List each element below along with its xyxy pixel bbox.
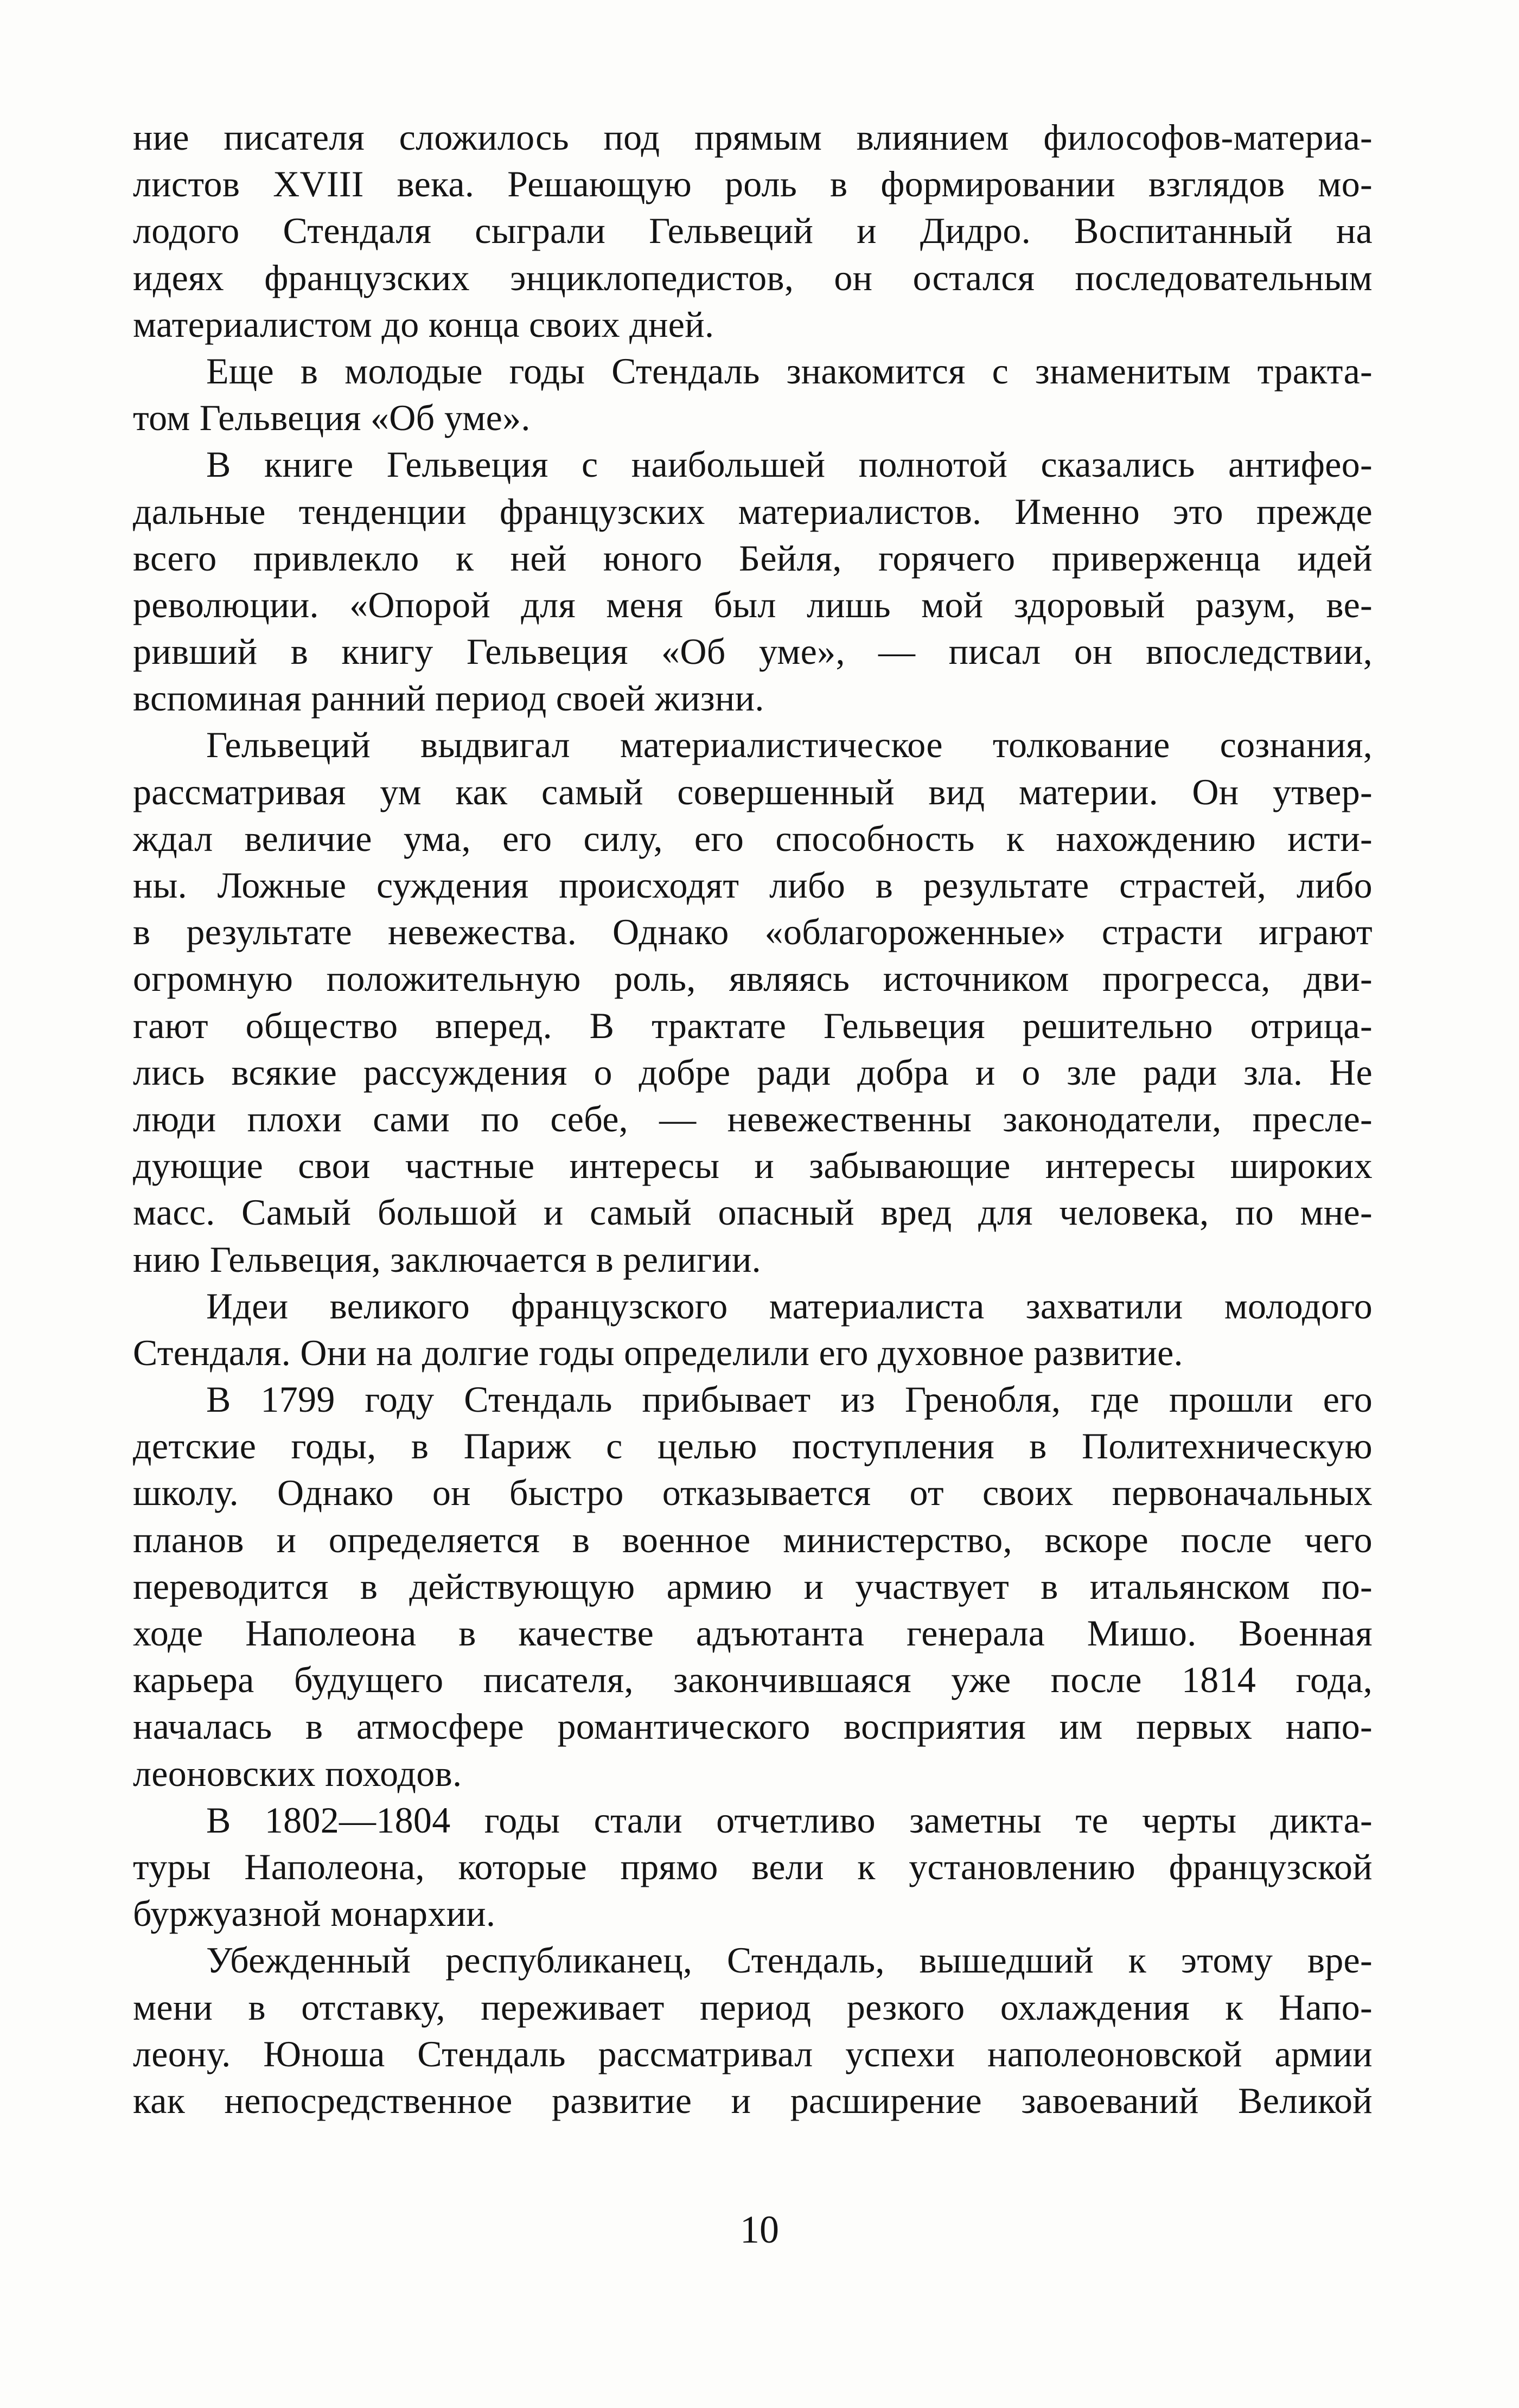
text-line: дальные тенденции французских материалистов. Именно это прежде (133, 490, 1373, 532)
text-line: В книге Гельвеция с наибольшей полнотой сказались антифео- (206, 444, 1373, 485)
text-line: листов XVIII века. Решающую роль в формировании взглядов мо- (133, 163, 1373, 205)
text-line: мени в отставку, переживает период резкого охлаждения к Напо- (133, 1986, 1373, 2028)
text-line: люди плохи сами по себе, — невежественны законодатели, пресле- (133, 1098, 1373, 1139)
text-line: масс. Самый большой и самый опасный вред для человека, по мне- (133, 1192, 1373, 1233)
text-line: В 1802—1804 годы стали отчетливо заметны те черты дикта- (206, 1799, 1373, 1841)
text-line: Стендаля. Они на долгие годы определили его духовное развитие. (133, 1331, 1183, 1373)
text-line: ривший в книгу Гельвеция «Об уме», — писал он впоследствии, (133, 631, 1373, 673)
text-line: Еще в молодые годы Стендаль знакомится с знаменитым тракта- (206, 350, 1373, 392)
body-text (133, 114, 1373, 2124)
text-line: ждал величие ума, его силу, его способность к нахождению исти- (133, 817, 1373, 859)
text-line: лодого Стендаля сыграли Гельвеций и Дидро. Воспитанный на (133, 210, 1373, 252)
text-line: революции. «Опорой для меня был лишь мой здоровый разум, ве- (133, 584, 1373, 625)
text-line: в результате невежества. Однако «облагороженные» страсти играют (133, 911, 1373, 953)
text-line: детские годы, в Париж с целью поступления в Политехническую (133, 1425, 1373, 1467)
text-line: как непосредственное развитие и расширение завоеваний Великой (133, 2079, 1373, 2121)
text-line: идеях французских энциклопедистов, он остался последовательным (133, 257, 1373, 298)
text-line: леону. Юноша Стендаль рассматривал успехи наполеоновской армии (133, 2033, 1373, 2074)
text-line: карьера будущего писателя, закончившаяся уже после 1814 года, (133, 1659, 1373, 1701)
text-line: ние писателя сложилось под прямым влиянием философов-материа- (133, 117, 1373, 158)
text-line: огромную положительную роль, являясь источником прогресса, дви- (133, 958, 1373, 1000)
text-line: нию Гельвеция, заключается в религии. (133, 1238, 761, 1280)
text-line: Идеи великого французского материалиста захватили молодого (206, 1285, 1373, 1327)
text-line: планов и определяется в военное министерство, вскоре после чего (133, 1519, 1373, 1560)
text-line: переводится в действующую армию и участвует в итальянском по- (133, 1565, 1373, 1607)
text-line: В 1799 году Стендаль прибывает из Гренобля, где прошли его (206, 1379, 1373, 1420)
text-line: началась в атмосфере романтического восприятия им первых напо- (133, 1706, 1373, 1747)
page-number: 10 (740, 2208, 779, 2251)
text-line: гают общество вперед. В трактате Гельвеция решительно отрица- (133, 1004, 1373, 1046)
text-line: вспоминая ранний период своей жизни. (133, 677, 764, 719)
text-line: школу. Однако он быстро отказывается от своих первоначальных (133, 1472, 1373, 1514)
text-line: дующие свои частные интересы и забывающие интересы широких (133, 1145, 1373, 1187)
text-line: том Гельвеция «Об уме». (133, 397, 531, 439)
text-line: материалистом до конца своих дней. (133, 303, 714, 345)
text-line: рассматривая ум как самый совершенный вид материи. Он утвер- (133, 771, 1373, 812)
text-line: всего привлекло к ней юного Бейля, горячего приверженца идей (133, 537, 1373, 579)
text-line: ходе Наполеона в качестве адъютанта генерала Мишо. Военная (133, 1612, 1373, 1654)
text-line: туры Наполеона, которые прямо вели к установлению французской (133, 1846, 1373, 1887)
text-line: лись всякие рассуждения о добре ради добра и о зле ради зла. Не (133, 1051, 1373, 1093)
text-line: Убежденный республиканец, Стендаль, вышедший к этому вре- (206, 1939, 1373, 1981)
text-line: буржуазной монархии. (133, 1893, 496, 1935)
text-line: ны. Ложные суждения происходят либо в результате страстей, либо (133, 864, 1373, 906)
text-line: Гельвеций выдвигал материалистическое толкование сознания, (206, 724, 1373, 766)
text-line: леоновских походов. (133, 1752, 462, 1794)
